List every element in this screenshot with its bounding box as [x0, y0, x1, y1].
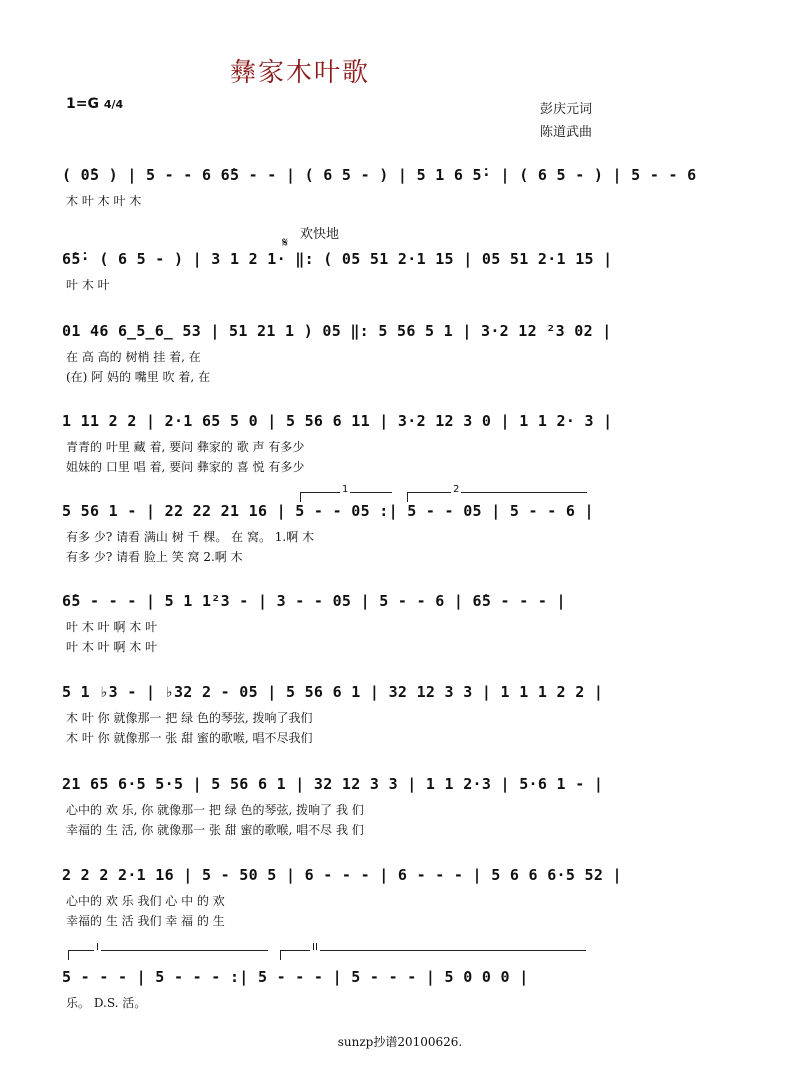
lyric-line-10-verse-1: 乐。 D.S. 活。	[66, 996, 147, 1010]
composer-credit: 陈道武曲	[539, 125, 592, 140]
song-title: 彝家木叶歌	[229, 58, 370, 88]
volta-label-I: I	[96, 942, 99, 953]
notation-line-7: 5 1 ♭3 - | ♭32 2 - 05 | 5 56 6 1 | 32 12 3 3 | 1 1 1 2 2 |	[62, 683, 604, 701]
score-line-8	[62, 775, 604, 841]
lyricist-credit: 彭庆元词	[539, 102, 592, 117]
lyric-line-9-verse-1: 心中的 欢 乐 我们 心 中 的 欢	[66, 894, 225, 908]
notation-line-6: 6̇5 - - - | 5 1 1²3 - | 3 - - 05 | 5 - - 6 | 6̇5 - - - |	[62, 592, 566, 610]
volta-tick	[300, 492, 301, 502]
notation-line-5: 5 56 1 - | 22 22 21 16 | 5 - - 05 :| 5 - - 05 | 5 - - 6 |	[62, 502, 594, 520]
key-label: 1=G	[66, 96, 99, 112]
segno-icon: 𝄋	[282, 235, 289, 251]
lyric-line-7-verse-1: 木 叶 你 就像那一 把 绿 色的琴弦, 拨响了我们	[66, 711, 313, 725]
notation-line-3: 01 46 6̲5̲6̲ 53 | 51 21 1 ) 05 ‖: 5 56 5 1 | 3·2 12 ²3 02 |	[62, 322, 612, 340]
lyric-line-1-verse-1: 木 叶 木 叶 木	[66, 194, 142, 208]
lyric-line-6-verse-2: 叶 木 叶 啊 木 叶	[66, 640, 158, 654]
volta-label-II: II	[312, 942, 318, 953]
volta-bracket-1	[300, 484, 392, 501]
tempo-marking: 欢快地	[300, 227, 340, 242]
notation-line-9: 2 2 2 2·1 16 | 5 - 50 5 | 6 - - - | 6 - - - | 5 6 6 6·5 52 |	[62, 866, 622, 884]
lyric-line-7-verse-2: 木 叶 你 就像那一 张 甜 蜜的歌喉, 唱不尽我们	[66, 731, 313, 745]
lyric-line-8-verse-2: 幸福的 生 活, 你 就像那一 张 甜 蜜的歌喉, 唱不尽 我 们	[66, 823, 364, 837]
lyric-line-5-verse-2: 有多 少? 请看 脸上 笑 窝 2.啊 木	[66, 550, 243, 564]
volta-label-1: 1	[342, 484, 349, 495]
lyric-line-4-verse-2: 姐妹的 口里 唱 着, 要问 彝家的 喜 悦 有多少	[66, 460, 305, 474]
score-line-5	[62, 502, 592, 568]
notation-line-4: 1 11 2 2 | 2·1 65 5 0 | 5 56 6 11 | 3·2 12 3 0 | 1 1 2· 3 |	[62, 412, 613, 430]
lyric-line-2-verse-1: 叶 木 叶	[66, 278, 110, 292]
lyric-line-8-verse-1: 心中的 欢 乐, 你 就像那一 把 绿 色的琴弦, 拨响了 我 们	[66, 803, 364, 817]
score-line-1	[62, 166, 697, 212]
volta-bracket-I	[68, 942, 268, 959]
score-line-3	[62, 322, 612, 388]
score-line-2	[62, 250, 613, 296]
lyric-line-3-verse-1: 在 高 高的 树梢 挂 着, 在	[66, 350, 201, 364]
notation-line-8: 21 65 6·5 5·5 | 5 56 6 1 | 32 12 3 3 | 1 1 2·3 | 5·6 1 - |	[62, 775, 604, 793]
score-line-4	[62, 412, 613, 478]
notation-line-10: 5 - - - | 5 - - - :| 5 - - - | 5 - - - | 5 0 0 0 |	[62, 968, 529, 986]
lyric-line-3-verse-2: (在) 阿 妈的 嘴里 吹 着, 在	[66, 370, 211, 384]
key-signature	[66, 96, 123, 112]
score-line-10	[62, 968, 592, 1014]
lyric-line-9-verse-2: 幸福的 生 活 我们 幸 福 的 生	[66, 914, 225, 928]
notation-line-1: ( 0̇5 ) | 5 - - 6 6̇5 - - | ( 6 5 - ) | 5 1 6 5̇· | ( 6 5 - ) | 5 - - 6	[62, 166, 697, 184]
lyric-line-4-verse-1: 青青的 叶里 藏 着, 要问 彝家的 歌 声 有多少	[66, 440, 305, 454]
volta-tick	[68, 950, 69, 960]
score-line-7	[62, 683, 604, 749]
notation-line-2: 6̇5̇· ( 6 5 - ) | 3 1 2 1· ‖: ( 05 51 2·1 15 | 05 51 2·1 15 |	[62, 250, 613, 268]
volta-tick	[407, 492, 408, 502]
lyric-line-5-verse-1: 有多 少? 请看 满山 树 千 棵。 在 窝。 1.啊 木	[66, 530, 315, 544]
volta-tick	[280, 950, 281, 960]
transcriber-credit: sunzp抄谱20100626.	[337, 1035, 463, 1049]
score-line-6	[62, 592, 592, 658]
volta-label-2: 2	[453, 484, 460, 495]
volta-bracket-II	[280, 942, 586, 959]
time-signature: 4/4	[103, 98, 124, 111]
volta-bracket-2	[407, 484, 587, 501]
score-line-9	[62, 866, 622, 932]
lyric-line-6-verse-1: 叶 木 叶 啊 木 叶	[66, 620, 158, 634]
